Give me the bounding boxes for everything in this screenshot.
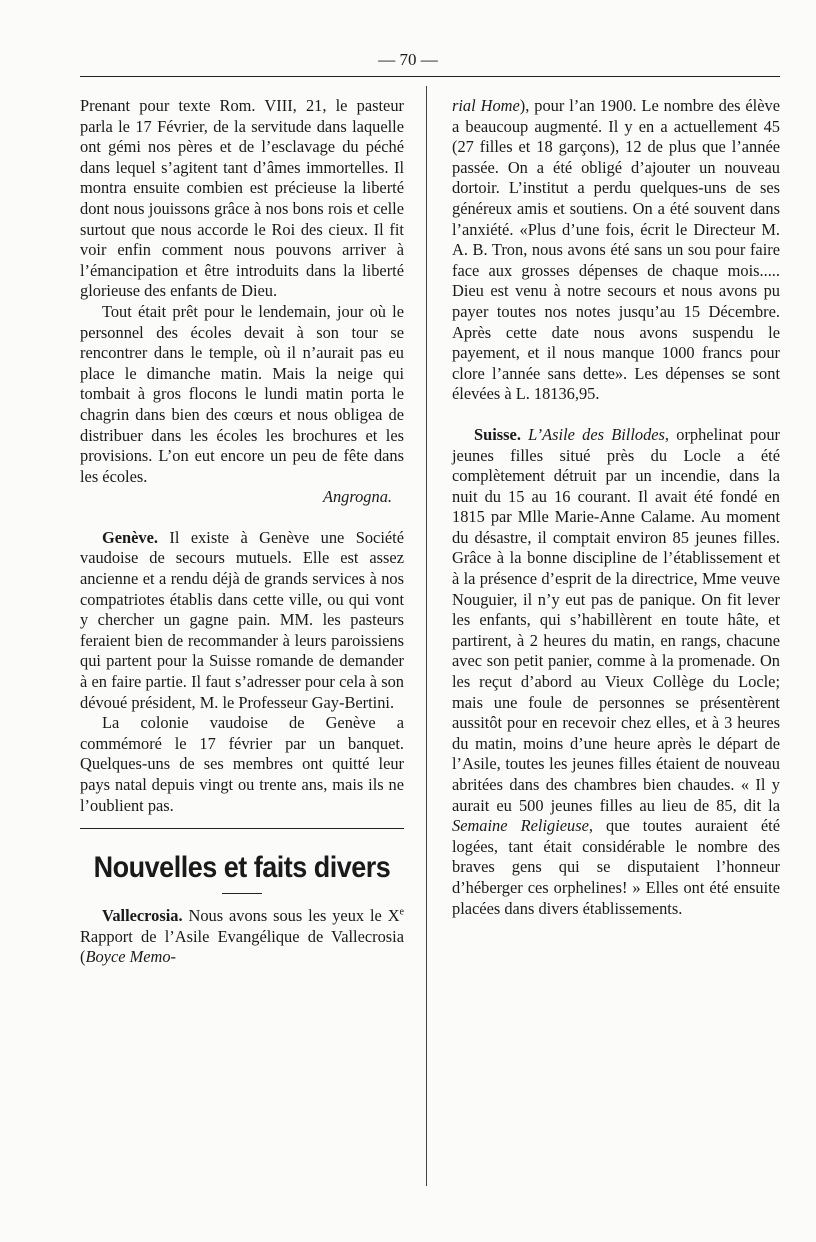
suisse-italic: L’Asile des Billodes bbox=[528, 424, 665, 444]
semaine-italic: Semaine Religieuse bbox=[452, 816, 589, 836]
suisse-text-2: , que toutes auraient été logées, tant était considérable le nombre des braves gens qui se disputaient l’honneur d’héberger ces orphelines! » Elles ont été ensuite placées dans divers établissements. bbox=[452, 816, 780, 918]
suisse-text: , orphelinat pour jeunes filles situé près du Locle a été complètement détruit par un incendie, dans la nuit du 15 au 16 courant. Il avait été fondé en 1815 par Mlle Marie-Anne Calame. Au moment du désastre, il comptait environ 85 jeunes filles. Grâce à la bonne discipline de l’établissement et à la présence d’esprit de la directrice, Mme veuve Nouguier, il n’y eut pas de panique. On fit lever les enfants, qui s’habillèrent en toute hâte, et partirent, à 2 heures du matin, en rangs, chacune avec son petit panier, comme à la promenade. On les reçut d’abord au Vieux Collège du Locle; mais une foule de personnes se présentèrent aussitôt pour en recevoir chez elles, et à 3 heures du matin, moins d’une heure après le départ de l’Asile, toutes les jeunes filles étaient de nouveau abritées dans des chambres bien chaudes. « Il y aurait eu 500 jeunes filles au lieu de 85, dit la bbox=[452, 424, 780, 815]
vallecrosia-text-2: Rapport de l’Asile Evangélique de Vallecrosia ( bbox=[80, 926, 404, 967]
spacer bbox=[80, 508, 404, 528]
paragraph-geneve bbox=[80, 528, 404, 713]
left-column bbox=[80, 96, 404, 968]
paragraph-sermon: Prenant pour texte Rom. VIII, 21, le pasteur parla le 17 Février, de la servitude dans laquelle ont gémi nos pères et de l’esclavage du péché dans lequel s’agitent tant d’âmes immortelles. Il montra ensuite combien est précieuse la liberté dont nous jouissons grâce à nos bons rois et celle surtout que nous accorde le Roi des cieux. Il fit voir enfin comment nous pouvons arriver à l’émancipation et être introduits dans la liberté glorieuse des enfants de Dieu. bbox=[80, 96, 404, 301]
geneve-heading: Genève. bbox=[102, 527, 158, 547]
paragraph-vallecrosia-cont bbox=[452, 96, 780, 405]
suisse-heading: Suisse. bbox=[474, 424, 521, 444]
vallecrosia-heading: Vallecrosia. bbox=[102, 906, 183, 926]
page-number: — 70 — bbox=[378, 50, 438, 69]
title-underline bbox=[222, 893, 262, 894]
right-column bbox=[452, 96, 780, 919]
spacer bbox=[452, 405, 780, 425]
boyce-italic: rial Home bbox=[452, 96, 520, 115]
vallecrosia-italic: Boyce Memo- bbox=[85, 947, 177, 967]
vallecrosia-text-1: Nous avons sous les yeux le X bbox=[182, 906, 400, 926]
geneve-text: Il existe à Genève une Société vaudoise de secours mutuels. Elle est assez ancienne et a rendu déjà de grands services à nos compatriotes établis dans cette ville, ou qui vont y chercher un gagne pain. MM. les pasteurs feraient bien de recommander à leurs paroissiens qui partent pour la Suisse romande de demander à en faire partie. Il faut s’adresser pour cela à son dévoué président, M. le Professeur Gay-Bertini. bbox=[80, 527, 404, 712]
section-title: Nouvelles et faits divers bbox=[93, 850, 391, 884]
paragraph-schools: Tout était prêt pour le lendemain, jour où le personnel des écoles devait à son tour se rencontrer dans le temple, où il n’aurait pas eu place le dimanche matin. Mais la neige qui tombait à gros flocons le lundi matin porta le chagrin dans bien des cœurs et nous obligea de distribuer dans les écoles les brochures et les provisions. L’on eut encore un peu de fête dans les écoles. bbox=[80, 301, 404, 486]
section-rule bbox=[80, 828, 404, 829]
column-divider bbox=[426, 86, 427, 1186]
paragraph-suisse bbox=[452, 425, 780, 919]
vallecrosia-superscript: e bbox=[399, 906, 404, 918]
signature-angrogna: Angrogna. bbox=[322, 487, 392, 507]
vallecrosia-cont-text: ), pour l’an 1900. Le nombre des élève a beaucoup augmenté. Il y en a actuellement 45 (27 filles et 18 garçons), 12 de plus que l’année passée. On a été obligé d’ajouter un nouveau dortoir. L’institut a perdu quelques-uns de ses généreux amis et soutiens. On a été souvent dans l’anxiété. «Plus d’une fois, écrit le Directeur M. A. B. Tron, nous avons été sans un sou pour faire face aux grosses dépenses de chaque mois..... Dieu est venu à notre secours et nous avons pu payer toutes nos notes jusqu’au 15 Décembre. Après cette date nous avons suspendu le payement, et il nous manque 1000 francs pour clore l’année sans dette». Les dépenses se sont élevées à L. 18136,95. bbox=[452, 96, 780, 404]
paragraph-colonie: La colonie vaudoise de Genève a commémoré le 17 février par un banquet. Quelques-uns de ses membres ont quitté leur pays natal depuis vingt ou trente ans, mais ils ne l’oublient pas. bbox=[80, 713, 404, 815]
paragraph-vallecrosia bbox=[80, 906, 404, 968]
header-rule bbox=[80, 76, 780, 77]
